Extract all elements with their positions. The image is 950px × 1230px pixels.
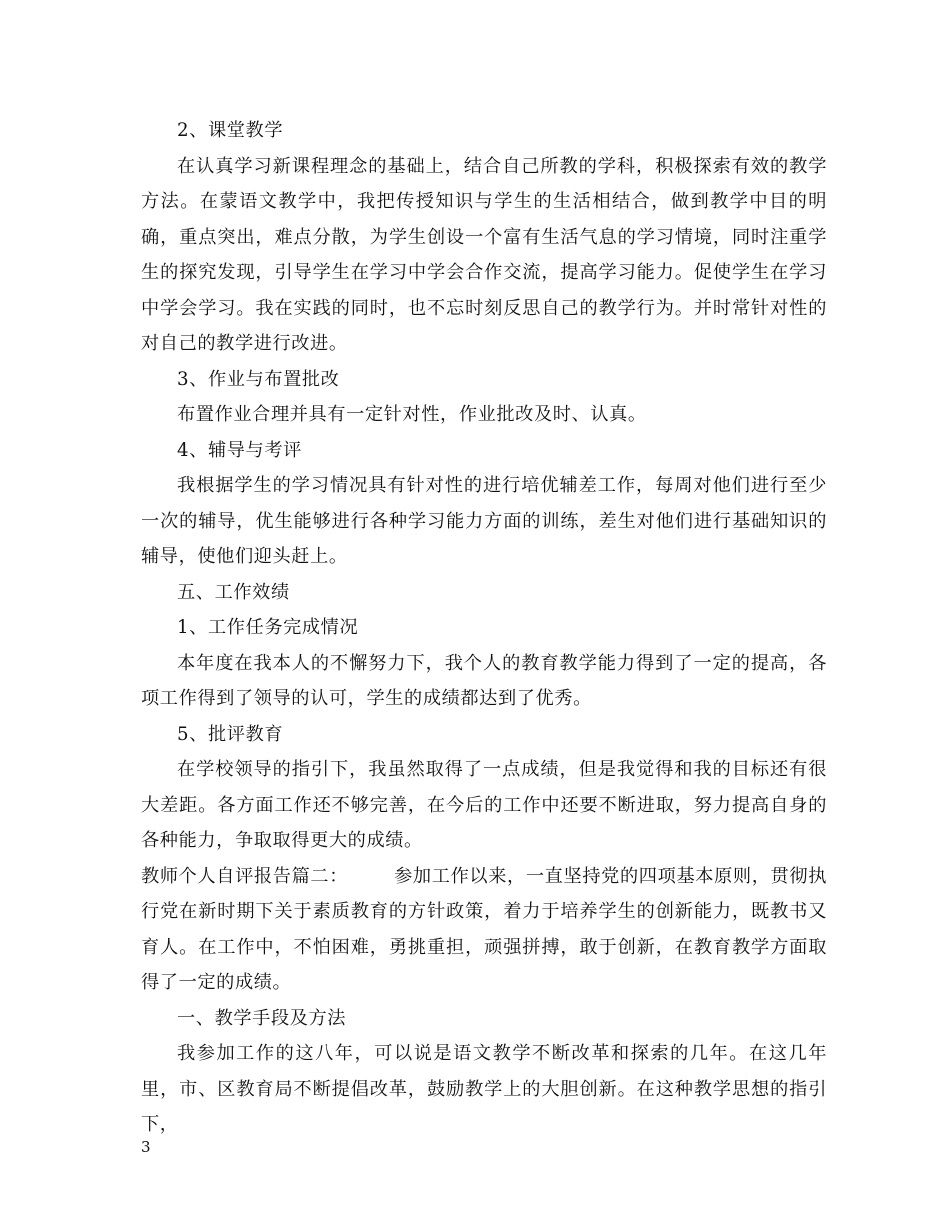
- section-heading-tutoring: 4、辅导与考评: [177, 439, 302, 461]
- body-paragraph-tutoring: 我根据学生的学习情况具有针对性的进行培优辅差工作，每周对他们进行至少一次的辅导，优生能够进行各种学习能力方面的训练，差生对他们进行基础知识的辅导，使他们迎头赶上。: [141, 475, 827, 567]
- section-heading-task-completion: 1、工作任务完成情况: [177, 617, 359, 638]
- second-report-paragraph: [141, 859, 827, 1001]
- section-heading-criticism: 5、批评教育: [177, 723, 284, 745]
- body-paragraph-homework: 布置作业合理并具有一定针对性，作业批改及时、认真。: [177, 404, 647, 425]
- second-report-title: 教师个人自评报告篇二：: [141, 865, 349, 887]
- second-report-intro: 参加工作以来，一直坚持党的四项基本原则，贯彻执行党在新时期下关于素质教育的方针政策，着力于培养学生的创新能力，既教书又育人。在工作中，不怕困难，勇挑重担，顽强拼搏，敢于创新，在教育教学方面取得了一定的成绩。: [141, 865, 827, 993]
- body-paragraph-criticism: 在学校领导的指引下，我虽然取得了一点成绩，但是我觉得和我的目标还有很大差距。各方面工作还不够完善，在今后的工作中还要不断进取，努力提高自身的各种能力，争取取得更大的成绩。: [141, 759, 827, 851]
- section-heading-teaching-methods: 一、教学手段及方法: [177, 1007, 347, 1029]
- section-heading-homework: 3、作业与布置批改: [177, 368, 340, 390]
- body-paragraph-task-completion: 本年度在我本人的不懈努力下，我个人的教育教学能力得到了一定的提高，各项工作得到了领导的认可，学生的成绩都达到了优秀。: [141, 652, 827, 709]
- section-heading-classroom-teaching: 2、课堂教学: [177, 120, 284, 141]
- body-paragraph-classroom-teaching: 在认真学习新课程理念的基础上，结合自己所教的学科，积极探索有效的教学方法。在蒙语文教学中，我把传授知识与学生的生活相结合，做到教学中目的明确，重点突出，难点分散，为学生创设一个富有生活气息的学习情境，同时注重学生的探究发现，引导学生在学习中学会合作交流，提高学习能力。促使学生在学习中学会学习。我在实践的同时，也不忘时刻反思自己的教学行为。并时常针对性的对自己的教学进行改进。: [141, 155, 827, 354]
- page-number: 3: [141, 1138, 151, 1156]
- body-paragraph-teaching-methods: 我参加工作的这八年，可以说是语文教学不断改革和探索的几年。在这几年里，市、区教育局不断提倡改革，鼓励教学上的大胆创新。在这种教学思想的指引下，: [141, 1043, 827, 1135]
- section-heading-work-results: 五、工作效绩: [177, 581, 290, 603]
- document-body: [141, 113, 827, 1143]
